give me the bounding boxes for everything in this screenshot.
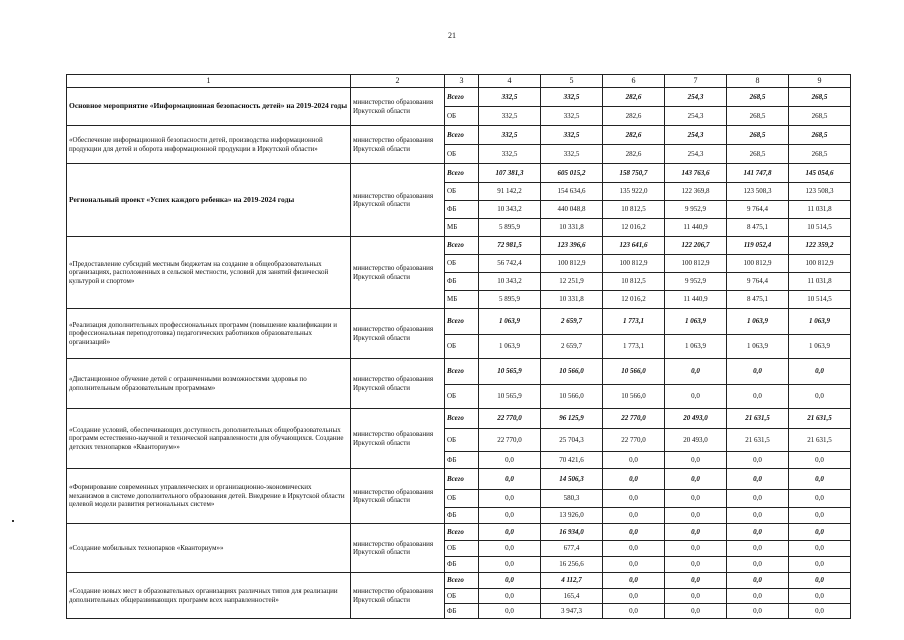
- value-cell: 145 054,6: [789, 164, 851, 183]
- value-cell: 21 631,5: [727, 409, 789, 429]
- value-cell: 0,0: [665, 385, 727, 409]
- value-cell: 254,3: [665, 107, 727, 126]
- value-cell: 0,0: [727, 508, 789, 524]
- value-cell: 0,0: [479, 508, 541, 524]
- value-cell: 0,0: [665, 541, 727, 557]
- value-cell: 1 063,9: [479, 309, 541, 335]
- program-name-cell: «Дистанционное обучение детей с ограниченными возможностями здоровья по дополнительным образовательным программам»: [67, 359, 351, 409]
- value-cell: 0,0: [479, 469, 541, 490]
- value-cell: 0,0: [479, 541, 541, 557]
- column-header: 8: [727, 75, 789, 88]
- value-cell: 1 063,9: [789, 335, 851, 359]
- value-cell: 1 773,1: [603, 309, 665, 335]
- responsible-cell: министерство образования Иркутской области: [351, 524, 445, 573]
- value-cell: 154 634,6: [541, 183, 603, 201]
- value-cell: 0,0: [603, 604, 665, 619]
- value-cell: 13 926,0: [541, 508, 603, 524]
- value-cell: 0,0: [727, 490, 789, 508]
- program-name-cell: «Создание условий, обеспечивающих доступность дополнительных общеобразовательных программ естественно-научной и технической направленности для обучающихся. Создание детских технопарков «Кванториум»»: [67, 409, 351, 469]
- value-cell: 0,0: [727, 469, 789, 490]
- value-cell: 332,5: [541, 145, 603, 164]
- value-cell: 0,0: [789, 452, 851, 469]
- value-cell: 91 142,2: [479, 183, 541, 201]
- value-cell: 282,6: [603, 88, 665, 107]
- value-cell: 122 359,2: [789, 237, 851, 255]
- funding-source-cell: ОБ: [445, 541, 479, 557]
- value-cell: 0,0: [789, 604, 851, 619]
- value-cell: 332,5: [541, 126, 603, 145]
- value-cell: 16 934,0: [541, 524, 603, 541]
- value-cell: 10 343,2: [479, 201, 541, 219]
- value-cell: 0,0: [479, 604, 541, 619]
- value-cell: 96 125,9: [541, 409, 603, 429]
- value-cell: 332,5: [479, 88, 541, 107]
- value-cell: 14 506,3: [541, 469, 603, 490]
- funding-source-cell: ФБ: [445, 273, 479, 291]
- value-cell: 0,0: [665, 359, 727, 385]
- column-header: 1: [67, 75, 351, 88]
- responsible-cell: министерство образования Иркутской области: [351, 359, 445, 409]
- value-cell: 141 747,8: [727, 164, 789, 183]
- value-cell: 0,0: [789, 385, 851, 409]
- value-cell: 332,5: [479, 145, 541, 164]
- value-cell: 254,3: [665, 145, 727, 164]
- program-name-cell: «Формирование современных управленческих и организационно-экономических механизмов в системе дополнительного образования детей. Внедрение в Иркутской области целевой модели развития региональных систем»: [67, 469, 351, 524]
- funding-source-cell: ОБ: [445, 335, 479, 359]
- value-cell: 2 659,7: [541, 335, 603, 359]
- table-row: [67, 524, 851, 541]
- value-cell: 165,4: [541, 589, 603, 604]
- column-header: 6: [603, 75, 665, 88]
- value-cell: 10 566,0: [603, 359, 665, 385]
- value-cell: 22 770,0: [603, 429, 665, 452]
- value-cell: 0,0: [603, 557, 665, 573]
- table-row: [67, 126, 851, 145]
- value-cell: 20 493,0: [665, 429, 727, 452]
- value-cell: 21 631,5: [789, 409, 851, 429]
- value-cell: 10 565,9: [479, 385, 541, 409]
- value-cell: 123 508,3: [789, 183, 851, 201]
- value-cell: 0,0: [479, 490, 541, 508]
- value-cell: 100 812,9: [541, 255, 603, 273]
- program-name-cell: «Создание новых мест в образовательных организациях различных типов для реализации дополнительных общеразвивающих программ всех направленностей»: [67, 573, 351, 619]
- value-cell: 12 016,2: [603, 219, 665, 237]
- table-row: [67, 573, 851, 589]
- value-cell: 9 764,4: [727, 273, 789, 291]
- table-row: [67, 237, 851, 255]
- value-cell: 72 981,5: [479, 237, 541, 255]
- table-row: [67, 359, 851, 385]
- value-cell: 0,0: [789, 359, 851, 385]
- funding-source-cell: ФБ: [445, 508, 479, 524]
- value-cell: 1 063,9: [789, 309, 851, 335]
- funding-source-cell: ОБ: [445, 107, 479, 126]
- value-cell: 8 475,1: [727, 291, 789, 309]
- table-row: [67, 469, 851, 490]
- value-cell: 123 396,6: [541, 237, 603, 255]
- value-cell: 10 812,5: [603, 201, 665, 219]
- value-cell: 9 952,9: [665, 273, 727, 291]
- value-cell: 0,0: [603, 452, 665, 469]
- value-cell: 100 812,9: [727, 255, 789, 273]
- value-cell: 0,0: [603, 524, 665, 541]
- value-cell: 0,0: [727, 541, 789, 557]
- value-cell: 122 206,7: [665, 237, 727, 255]
- value-cell: 0,0: [665, 524, 727, 541]
- responsible-cell: министерство образования Иркутской области: [351, 409, 445, 469]
- value-cell: 10 812,5: [603, 273, 665, 291]
- funding-source-cell: Всего: [445, 469, 479, 490]
- value-cell: 0,0: [665, 557, 727, 573]
- scan-speck: [12, 520, 14, 522]
- responsible-cell: министерство образования Иркутской области: [351, 126, 445, 164]
- value-cell: 100 812,9: [665, 255, 727, 273]
- value-cell: 107 381,3: [479, 164, 541, 183]
- value-cell: 268,5: [727, 88, 789, 107]
- value-cell: 11 440,9: [665, 291, 727, 309]
- value-cell: 0,0: [479, 557, 541, 573]
- value-cell: 0,0: [665, 589, 727, 604]
- value-cell: 332,5: [541, 107, 603, 126]
- value-cell: 5 895,9: [479, 291, 541, 309]
- responsible-cell: министерство образования Иркутской области: [351, 88, 445, 126]
- column-header: 3: [445, 75, 479, 88]
- budget-table: [66, 74, 851, 619]
- value-cell: 268,5: [789, 107, 851, 126]
- funding-source-cell: ОБ: [445, 145, 479, 164]
- value-cell: 1 063,9: [479, 335, 541, 359]
- funding-source-cell: ОБ: [445, 429, 479, 452]
- value-cell: 0,0: [479, 573, 541, 589]
- value-cell: 0,0: [603, 469, 665, 490]
- value-cell: 123 641,6: [603, 237, 665, 255]
- value-cell: 12 251,9: [541, 273, 603, 291]
- table-header-row: [67, 75, 851, 88]
- value-cell: 9 764,4: [727, 201, 789, 219]
- value-cell: 10 566,0: [603, 385, 665, 409]
- value-cell: 123 508,3: [727, 183, 789, 201]
- value-cell: 1 063,9: [665, 309, 727, 335]
- value-cell: 135 922,0: [603, 183, 665, 201]
- responsible-cell: министерство образования Иркутской области: [351, 309, 445, 359]
- column-header: 4: [479, 75, 541, 88]
- value-cell: 9 952,9: [665, 201, 727, 219]
- value-cell: 21 631,5: [727, 429, 789, 452]
- value-cell: 22 770,0: [603, 409, 665, 429]
- value-cell: 0,0: [665, 469, 727, 490]
- funding-source-cell: Всего: [445, 573, 479, 589]
- program-name-cell: «Реализация дополнительных профессиональных программ (повышение квалификации и профессиональная переподготовка) педагогических работников образовательных организаций»: [67, 309, 351, 359]
- funding-source-cell: Всего: [445, 359, 479, 385]
- funding-source-cell: Всего: [445, 524, 479, 541]
- program-name-cell: Региональный проект «Успех каждого ребенка» на 2019-2024 годы: [67, 164, 351, 237]
- funding-source-cell: Всего: [445, 126, 479, 145]
- value-cell: 10 343,2: [479, 273, 541, 291]
- value-cell: 282,6: [603, 107, 665, 126]
- value-cell: 16 256,6: [541, 557, 603, 573]
- value-cell: 605 015,2: [541, 164, 603, 183]
- funding-source-cell: Всего: [445, 88, 479, 107]
- funding-source-cell: ОБ: [445, 255, 479, 273]
- value-cell: 10 331,8: [541, 291, 603, 309]
- value-cell: 0,0: [479, 589, 541, 604]
- responsible-cell: министерство образования Иркутской области: [351, 164, 445, 237]
- value-cell: 22 770,0: [479, 429, 541, 452]
- value-cell: 1 063,9: [727, 335, 789, 359]
- funding-source-cell: ФБ: [445, 604, 479, 619]
- value-cell: 0,0: [665, 604, 727, 619]
- value-cell: 4 112,7: [541, 573, 603, 589]
- program-name-cell: «Обеспечение информационной безопасности детей, производства информационной продукции для детей и оборота информационной продукции в Иркутской области»: [67, 126, 351, 164]
- value-cell: 143 763,6: [665, 164, 727, 183]
- value-cell: 0,0: [665, 452, 727, 469]
- value-cell: 268,5: [789, 88, 851, 107]
- value-cell: 0,0: [479, 524, 541, 541]
- value-cell: 0,0: [727, 452, 789, 469]
- value-cell: 0,0: [789, 541, 851, 557]
- funding-source-cell: ФБ: [445, 452, 479, 469]
- value-cell: 268,5: [727, 107, 789, 126]
- value-cell: 100 812,9: [789, 255, 851, 273]
- value-cell: 268,5: [789, 145, 851, 164]
- value-cell: 332,5: [479, 107, 541, 126]
- value-cell: 0,0: [789, 490, 851, 508]
- value-cell: 268,5: [789, 126, 851, 145]
- value-cell: 1 063,9: [727, 309, 789, 335]
- value-cell: 0,0: [789, 469, 851, 490]
- value-cell: 0,0: [789, 589, 851, 604]
- value-cell: 0,0: [603, 508, 665, 524]
- value-cell: 0,0: [727, 385, 789, 409]
- value-cell: 254,3: [665, 88, 727, 107]
- value-cell: 0,0: [789, 508, 851, 524]
- value-cell: 100 812,9: [603, 255, 665, 273]
- value-cell: 282,6: [603, 126, 665, 145]
- value-cell: 10 514,5: [789, 291, 851, 309]
- value-cell: 2 659,7: [541, 309, 603, 335]
- table-row: [67, 309, 851, 335]
- funding-source-cell: ОБ: [445, 490, 479, 508]
- value-cell: 11 031,8: [789, 201, 851, 219]
- value-cell: 0,0: [789, 524, 851, 541]
- column-header: 7: [665, 75, 727, 88]
- value-cell: 0,0: [603, 573, 665, 589]
- value-cell: 5 895,9: [479, 219, 541, 237]
- table-row: [67, 409, 851, 429]
- value-cell: 11 440,9: [665, 219, 727, 237]
- table-row: [67, 164, 851, 183]
- program-name-cell: «Создание мобильных технопарков «Кванториум»»: [67, 524, 351, 573]
- value-cell: 254,3: [665, 126, 727, 145]
- funding-source-cell: ОБ: [445, 385, 479, 409]
- value-cell: 119 052,4: [727, 237, 789, 255]
- value-cell: 10 565,9: [479, 359, 541, 385]
- funding-source-cell: ФБ: [445, 201, 479, 219]
- value-cell: 8 475,1: [727, 219, 789, 237]
- program-name-cell: Основное мероприятие «Информационная безопасность детей» на 2019-2024 годы: [67, 88, 351, 126]
- value-cell: 0,0: [665, 508, 727, 524]
- value-cell: 21 631,5: [789, 429, 851, 452]
- value-cell: 332,5: [479, 126, 541, 145]
- value-cell: 0,0: [727, 524, 789, 541]
- funding-source-cell: МБ: [445, 219, 479, 237]
- value-cell: 25 704,3: [541, 429, 603, 452]
- page-number: 21: [448, 31, 456, 40]
- value-cell: 0,0: [789, 557, 851, 573]
- column-header: 2: [351, 75, 445, 88]
- value-cell: 282,6: [603, 145, 665, 164]
- value-cell: 0,0: [727, 589, 789, 604]
- value-cell: 677,4: [541, 541, 603, 557]
- value-cell: 268,5: [727, 126, 789, 145]
- value-cell: 158 750,7: [603, 164, 665, 183]
- responsible-cell: министерство образования Иркутской области: [351, 573, 445, 619]
- funding-source-cell: Всего: [445, 164, 479, 183]
- value-cell: 3 947,3: [541, 604, 603, 619]
- table-row: [67, 88, 851, 107]
- funding-source-cell: Всего: [445, 409, 479, 429]
- column-header: 9: [789, 75, 851, 88]
- value-cell: 20 493,0: [665, 409, 727, 429]
- responsible-cell: министерство образования Иркутской области: [351, 237, 445, 309]
- value-cell: 0,0: [727, 359, 789, 385]
- value-cell: 0,0: [665, 490, 727, 508]
- value-cell: 0,0: [665, 573, 727, 589]
- value-cell: 10 514,5: [789, 219, 851, 237]
- value-cell: 0,0: [603, 490, 665, 508]
- value-cell: 22 770,0: [479, 409, 541, 429]
- funding-source-cell: ФБ: [445, 557, 479, 573]
- value-cell: 10 566,0: [541, 359, 603, 385]
- funding-source-cell: ОБ: [445, 183, 479, 201]
- funding-source-cell: Всего: [445, 309, 479, 335]
- value-cell: 10 331,8: [541, 219, 603, 237]
- value-cell: 56 742,4: [479, 255, 541, 273]
- value-cell: 0,0: [727, 557, 789, 573]
- value-cell: 0,0: [727, 573, 789, 589]
- value-cell: 332,5: [541, 88, 603, 107]
- value-cell: 0,0: [603, 589, 665, 604]
- column-header: 5: [541, 75, 603, 88]
- value-cell: 1 773,1: [603, 335, 665, 359]
- value-cell: 10 566,0: [541, 385, 603, 409]
- value-cell: 70 421,6: [541, 452, 603, 469]
- value-cell: 268,5: [727, 145, 789, 164]
- value-cell: 0,0: [727, 604, 789, 619]
- funding-source-cell: Всего: [445, 237, 479, 255]
- value-cell: 11 031,8: [789, 273, 851, 291]
- value-cell: 122 369,8: [665, 183, 727, 201]
- value-cell: 440 048,8: [541, 201, 603, 219]
- responsible-cell: министерство образования Иркутской области: [351, 469, 445, 524]
- value-cell: 0,0: [479, 452, 541, 469]
- value-cell: 0,0: [603, 541, 665, 557]
- program-name-cell: «Предоставление субсидий местным бюджетам на создание в общеобразовательных организациях, расположенных в сельской местности, условий для занятий физической культурой и спортом»: [67, 237, 351, 309]
- value-cell: 580,3: [541, 490, 603, 508]
- funding-source-cell: ОБ: [445, 589, 479, 604]
- funding-source-cell: МБ: [445, 291, 479, 309]
- value-cell: 12 016,2: [603, 291, 665, 309]
- value-cell: 0,0: [789, 573, 851, 589]
- value-cell: 1 063,9: [665, 335, 727, 359]
